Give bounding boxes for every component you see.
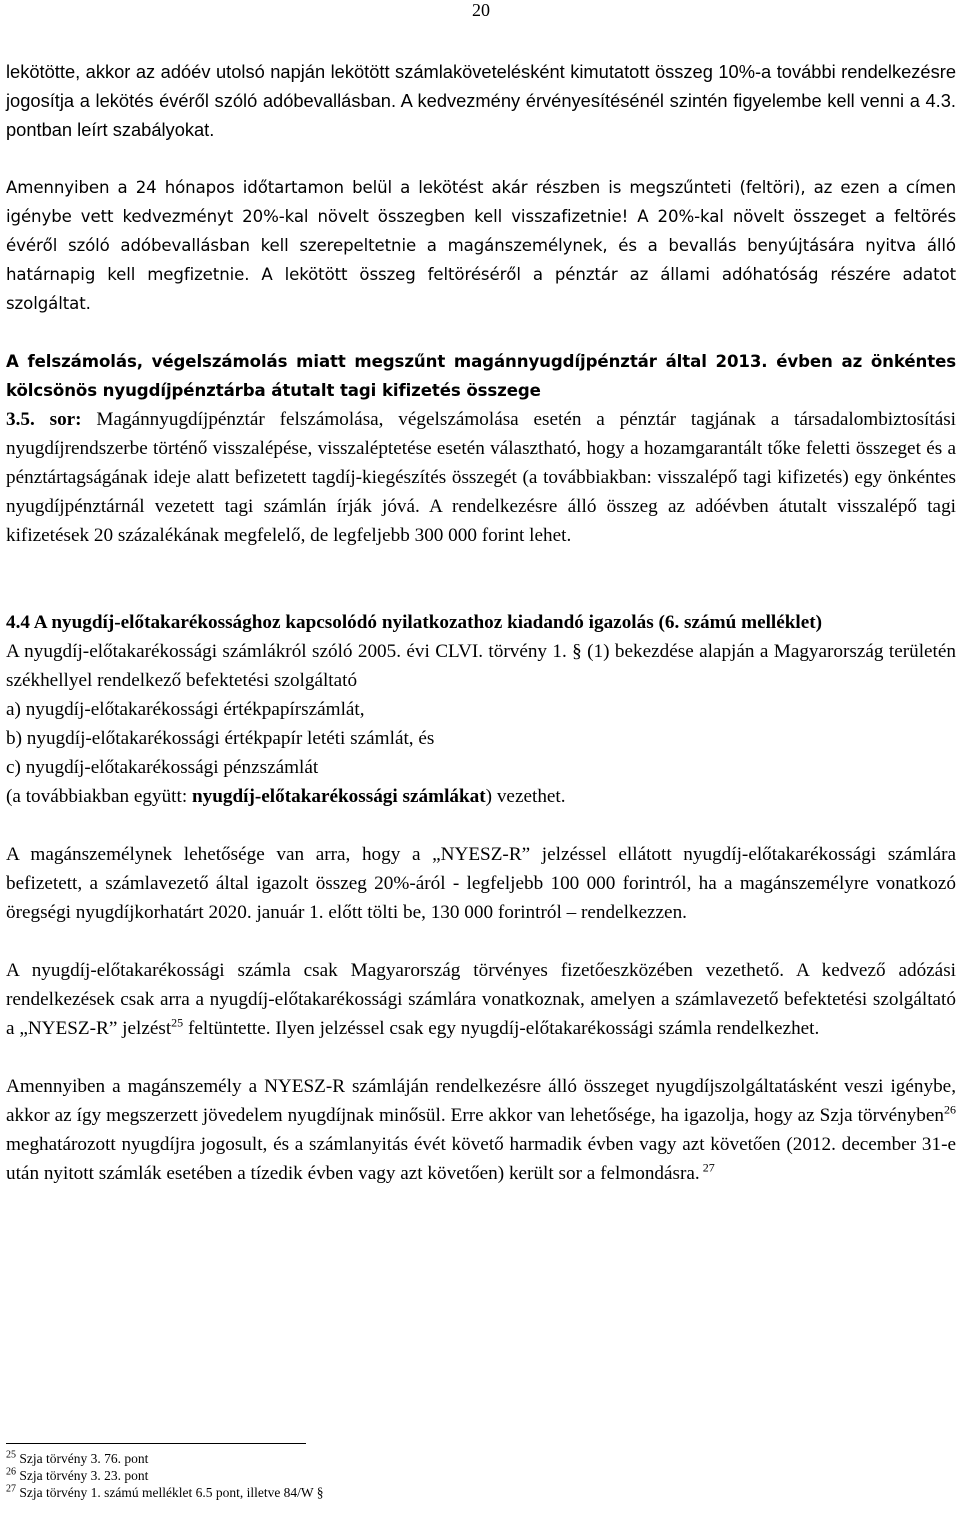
list-item: b) nyugdíj-előtakarékossági értékpapír letéti számlát, és <box>6 728 435 749</box>
section-heading-text: 4.4 A nyugdíj-előtakarékossághoz kapcsolódó nyilatkozathoz kiadandó igazolás (6. számú melléklet) <box>6 612 823 633</box>
list-item: c) nyugdíj-előtakarékossági pénzszámlát <box>6 757 319 778</box>
footnote-divider <box>6 1443 306 1444</box>
footnote-27: $^{27}$ Szja törvény 1. számú melléklet 6.5 pont, illetve 84/W § <box>6 1483 324 1500</box>
heading-felszamolas-text: A felszámolás, végelszámolás miatt megszűnt magánnyugdíjpénztár által 2013. évben az önkéntes kölcsönös nyugdíjpénztárba átutalt tagi kifizetés összege <box>6 352 956 400</box>
paragraph-nyugdijszolgaltatas: Amennyiben a magánszemély a NYESZ-R számláján rendelkezésre álló összeget nyugdíjszolgáltatásként veszi igénybe, akkor az így megszerzett jövedelem nyugdíjnak minősül. Erre akkor van lehetősége, ha igazolja, hogy az Szja törvényben$^{26}$ meghatározott nyugdíjra jogosult, és a számlanyitás évét követő harmadik évben vagy azt követően (2012. december 31-e után nyitott számlák esetében a tízedik évben vagy azt követően) került sor a felmondásra. $^{27}$ <box>6 1076 956 1184</box>
paragraph-nyesz-law: A nyugdíj-előtakarékossági számlákról szóló 2005. évi CLVI. törvény 1. § (1) bekezdése alapján a Magyarország területén székhellyel rendelkező befektetési szolgáltató <box>6 641 956 691</box>
row-label: 3.5. sor: <box>6 409 82 430</box>
list-summary-bold: nyugdíj-előtakarékossági számlákat <box>191 786 486 807</box>
list-summary: (a továbbiakban együtt: nyugdíj-előtakarékossági számlákat) vezethet. <box>6 786 566 807</box>
footnote-ref-27: 27 <box>699 1160 715 1175</box>
paragraph-row-3-5 <box>6 405 956 550</box>
section-heading-4-4 <box>6 608 956 637</box>
row-description: Magánnyugdíjpénztár felszámolása, végelszámolása esetén a pénztár tagjának a társadalombiztosítási nyugdíjrendszerbe történő visszalépése, visszaléptetése esetén választható, hogy a hozamgarantált tőke feletti összeget és a pénztártagságának ideje alatt befizetett tagdíj-kiegészítés összegét (a továbbiakban: visszalépő tagi kifizetés) egy önkéntes nyugdíjpénztárnál vezetett tagi számlán írják jóvá. A rendelkezésre álló összeg az adóévben átutalt visszalépő tagi kifizetések 20 százalékának megfelelő, de legfeljebb 300 000 forint lehet. <box>6 409 957 546</box>
paragraph-penzeszkoz: A nyugdíj-előtakarékossági számla csak Magyarország törvényes fizetőeszközében vezethető. A kedvező adózási rendelkezések csak arra a nyugdíj-előtakarékossági számlára vonatkoznak, amelyen a számlavezető befektetési szolgáltató a „NYESZ-R” jelzést$^{25}$ feltüntette. Ilyen jelzéssel csak egy nyugdíj-előtakarékossági számla rendelkezhet. <box>6 960 956 1039</box>
footnote-ref-25: 25 <box>171 1015 184 1030</box>
page-content <box>6 57 956 1188</box>
footnote-26: $^{26}$ Szja törvény 3. 23. pont <box>6 1466 149 1483</box>
page-number: 20 <box>472 0 490 20</box>
paragraph-kedvezmeny: lekötötte, akkor az adóév utolsó napján lekötött számlakövetelésként kimutatott összeg 10%-a további rendelkezésre jogosítja a lekötés évéről szóló adóbevallásban. A kedvezmény érvényesítésénél szintén figyelembe kell venni a 4.3. pontban leírt szabályokat. <box>6 61 956 140</box>
footnote-ref-26: 26 <box>944 1102 956 1117</box>
paragraph-nyesz-r: A magánszemélynek lehetősége van arra, hogy a „NYESZ-R” jelzéssel ellátott nyugdíj-előtakarékossági számlára befizetett, a számlavezető által igazolt összeg 20%-áról - legfeljebb 100 000 forintról, ha a magánszemélyre vonatkozó öregségi nyugdíjkorhatárt 2020. január 1. előtt tölti be, 130 000 forintról – rendelkezzen. <box>6 844 956 923</box>
footnote-25: $^{25}$ Szja törvény 3. 76. pont <box>6 1449 149 1466</box>
list-item: a) nyugdíj-előtakarékossági értékpapírszámlát, <box>6 699 365 720</box>
paragraph-feltores: Amennyiben a 24 hónapos időtartamon belül a lekötést akár részben is megszűnteti (feltöri), az ezen a címen igénybe vett kedvezményt 20%-kal növelt összegben kell visszafizetnie! A 20%-kal növelt összeget a feltörés évéről szóló adóbevallásban kell szerepeltetnie a magánszemélynek, és a bevallás benyújtására nyitva álló határnapig kell megfizetnie. A lekötött összeg feltöréséről a pénztár az állami adóhatóság részére adatot szolgáltat. <box>6 178 956 313</box>
heading-felszamolas <box>6 347 956 405</box>
footnotes <box>6 1443 956 1501</box>
